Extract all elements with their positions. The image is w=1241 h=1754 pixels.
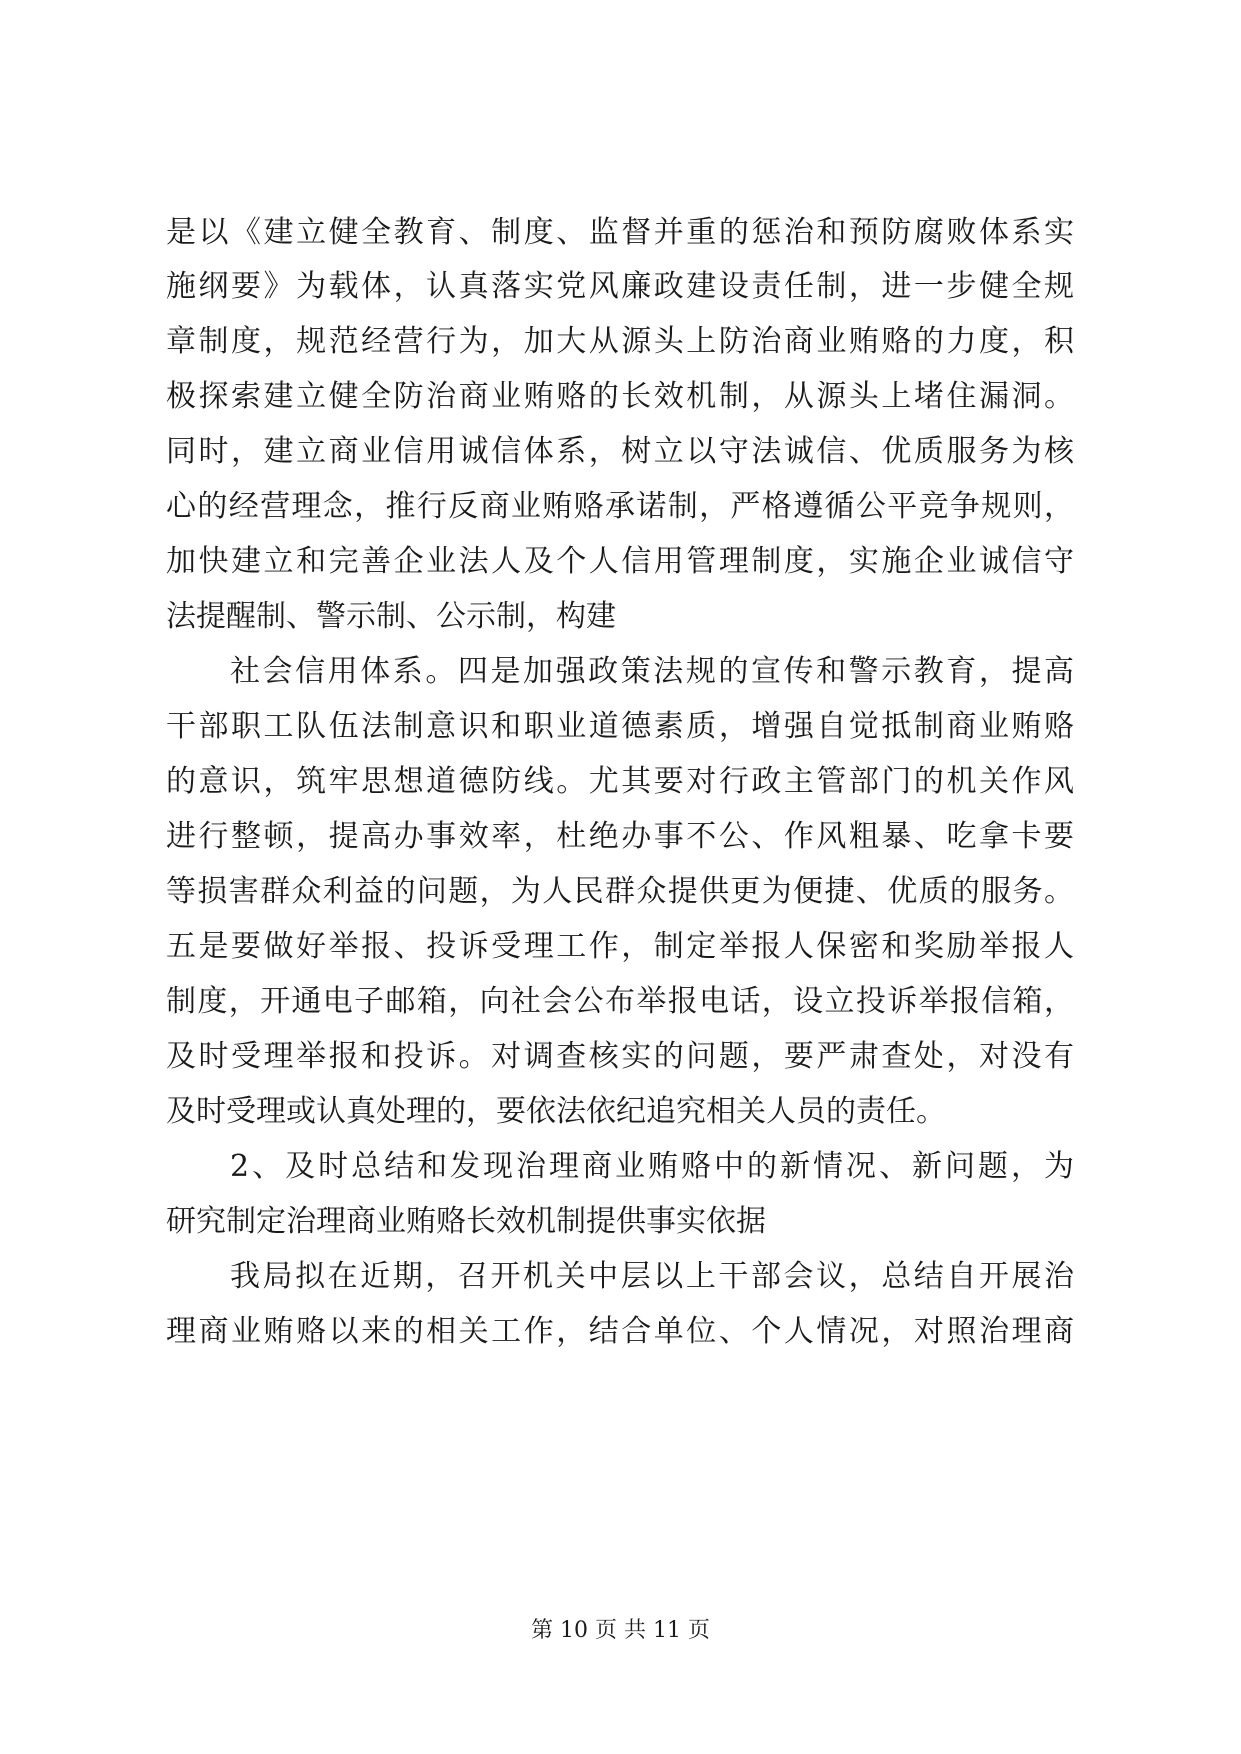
body-line: 理商业贿赂以来的相关工作，结合单位、个人情况，对照治理商 bbox=[166, 1314, 1074, 1349]
paragraph-start-line: 我局拟在近期，召开机关中层以上干部会议，总结自开展治 bbox=[230, 1259, 1074, 1294]
body-line: 施纲要》为载体，认真落实党风廉政建设责任制，进一步健全规 bbox=[166, 269, 1074, 304]
body-line: 五是要做好举报、投诉受理工作，制定举报人保密和奖励举报人 bbox=[166, 929, 1074, 964]
body-line: 加快建立和完善企业法人及个人信用管理制度，实施企业诚信守 bbox=[166, 544, 1074, 579]
section-heading-line: 研究制定治理商业贿赂长效机制提供事实依据 bbox=[166, 1204, 766, 1239]
body-line: 心的经营理念，推行反商业贿赂承诺制，严格遵循公平竞争规则， bbox=[166, 489, 1074, 524]
body-line: 法提醒制、警示制、公示制，构建 bbox=[166, 599, 616, 634]
body-line: 及时受理或认真处理的，要依法依纪追究相关人员的责任。 bbox=[166, 1094, 946, 1129]
paragraph-start-line: 社会信用体系。四是加强政策法规的宣传和警示教育，提高 bbox=[230, 654, 1074, 689]
body-line: 同时，建立商业信用诚信体系，树立以守法诚信、优质服务为核 bbox=[166, 434, 1074, 469]
body-line: 及时受理举报和投诉。对调查核实的问题，要严肃查处，对没有 bbox=[166, 1039, 1074, 1074]
body-line: 是以《建立健全教育、制度、监督并重的惩治和预防腐败体系实 bbox=[166, 215, 1074, 250]
body-line: 的意识，筑牢思想道德防线。尤其要对行政主管部门的机关作风 bbox=[166, 764, 1074, 799]
body-line: 极探索建立健全防治商业贿赂的长效机制，从源头上堵住漏洞。 bbox=[166, 379, 1074, 414]
body-line: 制度，开通电子邮箱，向社会公布举报电话，设立投诉举报信箱， bbox=[166, 984, 1074, 1019]
body-line: 干部职工队伍法制意识和职业道德素质，增强自觉抵制商业贿赂 bbox=[166, 709, 1074, 744]
body-line: 进行整顿，提高办事效率，杜绝办事不公、作风粗暴、吃拿卡要 bbox=[166, 819, 1074, 854]
body-line: 等损害群众利益的问题，为人民群众提供更为便捷、优质的服务。 bbox=[166, 874, 1074, 909]
body-line: 章制度，规范经营行为，加大从源头上防治商业贿赂的力度，积 bbox=[166, 324, 1074, 359]
page-number-footer: 第 10 页 共 11 页 bbox=[531, 1618, 710, 1643]
section-heading-line: 2、及时总结和发现治理商业贿赂中的新情况、新问题，为 bbox=[230, 1149, 1074, 1184]
